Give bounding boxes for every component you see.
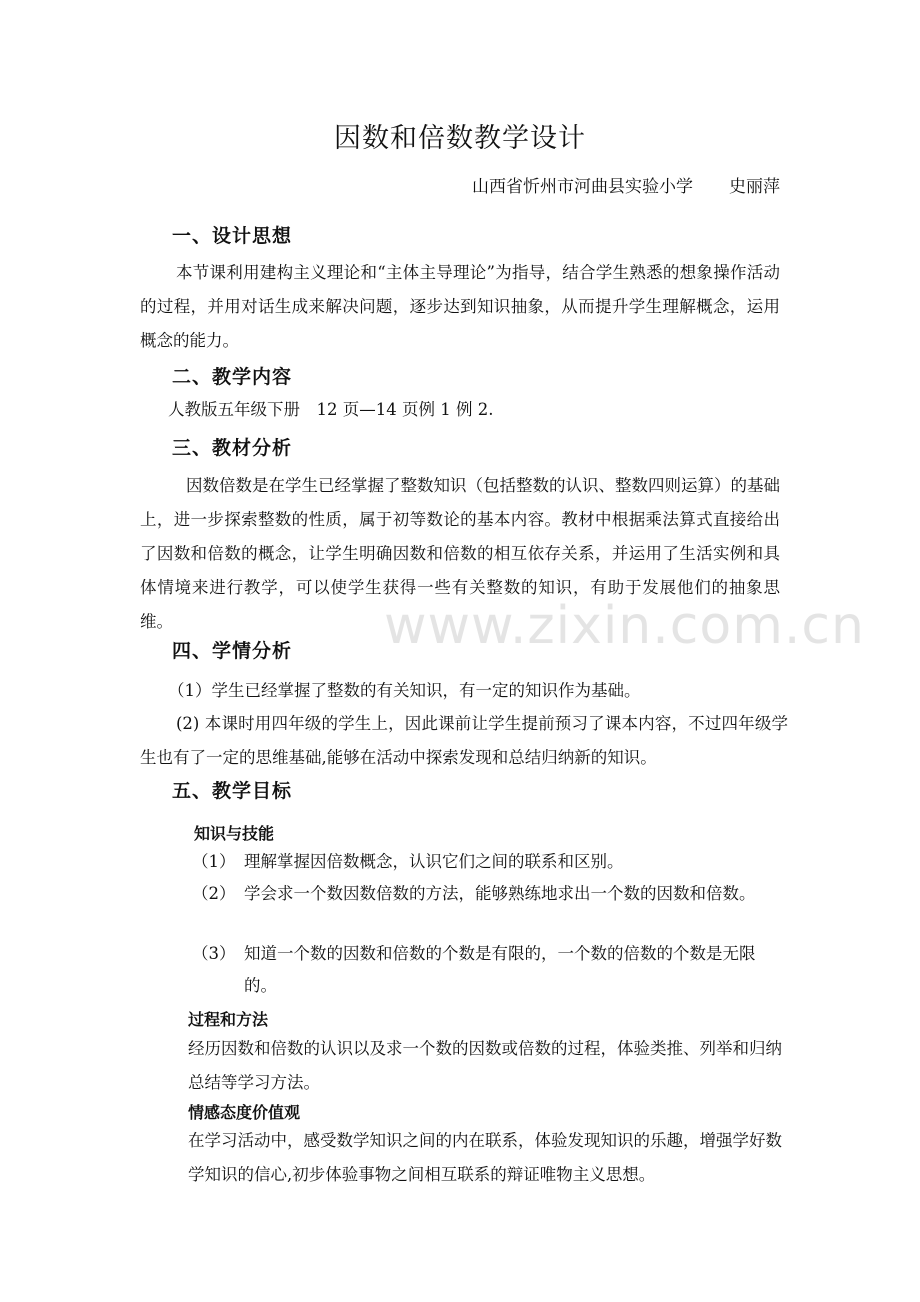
author-name: 史丽萍 [729, 177, 780, 197]
section-body-design: 本节课利用建构主义理论和“主体主导理论”为指导，结合学生熟悉的想象操作活动的过程，并用对话生成来解决问题，逐步达到知识抽象，从而提升学生理解概念，运用概念的能力。 [140, 263, 780, 350]
section-heading-content: 二、教学内容 [172, 366, 293, 388]
document-title: 因数和倍数教学设计 [334, 123, 586, 154]
learners-item-2: (2) 本课时用四年级的学生上，因此课前让学生提前预习了课本内容，不过四年级学生也有了一定的思维基础,能够在活动中探索发现和总结归纳新的知识。 [140, 714, 788, 767]
author-line [472, 172, 780, 197]
learners-item-1: （1）学生已经掌握了整数的有关知识，有一定的知识作为基础。 [168, 681, 641, 700]
section-heading-analysis: 三、教材分析 [172, 437, 293, 459]
watermark: www.zixin.com.cn [384, 596, 865, 656]
knowledge-item-3 [192, 938, 782, 1002]
emotion-label: 情感态度价值观 [188, 1103, 301, 1122]
section-heading-goals: 五、教学目标 [172, 780, 293, 802]
knowledge-item-text: 学会求一个数因数倍数的方法，能够熟练地求出一个数的因数和倍数。 [244, 884, 756, 903]
knowledge-item-1 [192, 846, 782, 878]
knowledge-item-number: （1） [192, 852, 236, 871]
process-body: 经历因数和倍数的认识以及求一个数的因数或倍数的过程，体验类推、列举和归纳总结等学习方法。 [188, 1039, 782, 1092]
knowledge-label: 知识与技能 [194, 824, 275, 843]
emotion-body: 在学习活动中，感受数学知识之间的内在联系，体验发现知识的乐趣，增强学好数学知识的信心,初步体验事物之间相互联系的辩证唯物主义思想。 [188, 1131, 782, 1184]
section-heading-learners: 四、学情分析 [172, 640, 293, 662]
process-label: 过程和方法 [188, 1010, 269, 1029]
section-body-analysis: 因数倍数是在学生已经掌握了整数知识（包括整数的认识、整数四则运算）的基础上，进一步探索整数的性质，属于初等数论的基本内容。教材中根据乘法算式直接给出了因数和倍数的概念，让学生明确因数和倍数的相互依存关系，并运用了生活实例和具体情境来进行教学，可以使学生获得一些有关整数的知识，有助于发展他们的抽象思维。 [140, 476, 780, 631]
knowledge-item-number: （2） [192, 884, 236, 903]
knowledge-item-text: 理解掌握因倍数概念，认识它们之间的联系和区别。 [244, 852, 624, 871]
knowledge-item-number: （3） [192, 944, 236, 963]
section-body-content: 人教版五年级下册 12 页—14 页例 1 例 2. [168, 400, 494, 419]
knowledge-item-2 [192, 878, 782, 910]
author-school: 山西省忻州市河曲县实验小学 [472, 177, 693, 197]
section-heading-design: 一、设计思想 [172, 225, 293, 247]
knowledge-item-text: 知道一个数的因数和倍数的个数是有限的，一个数的倍数的个数是无限的。 [244, 944, 756, 995]
